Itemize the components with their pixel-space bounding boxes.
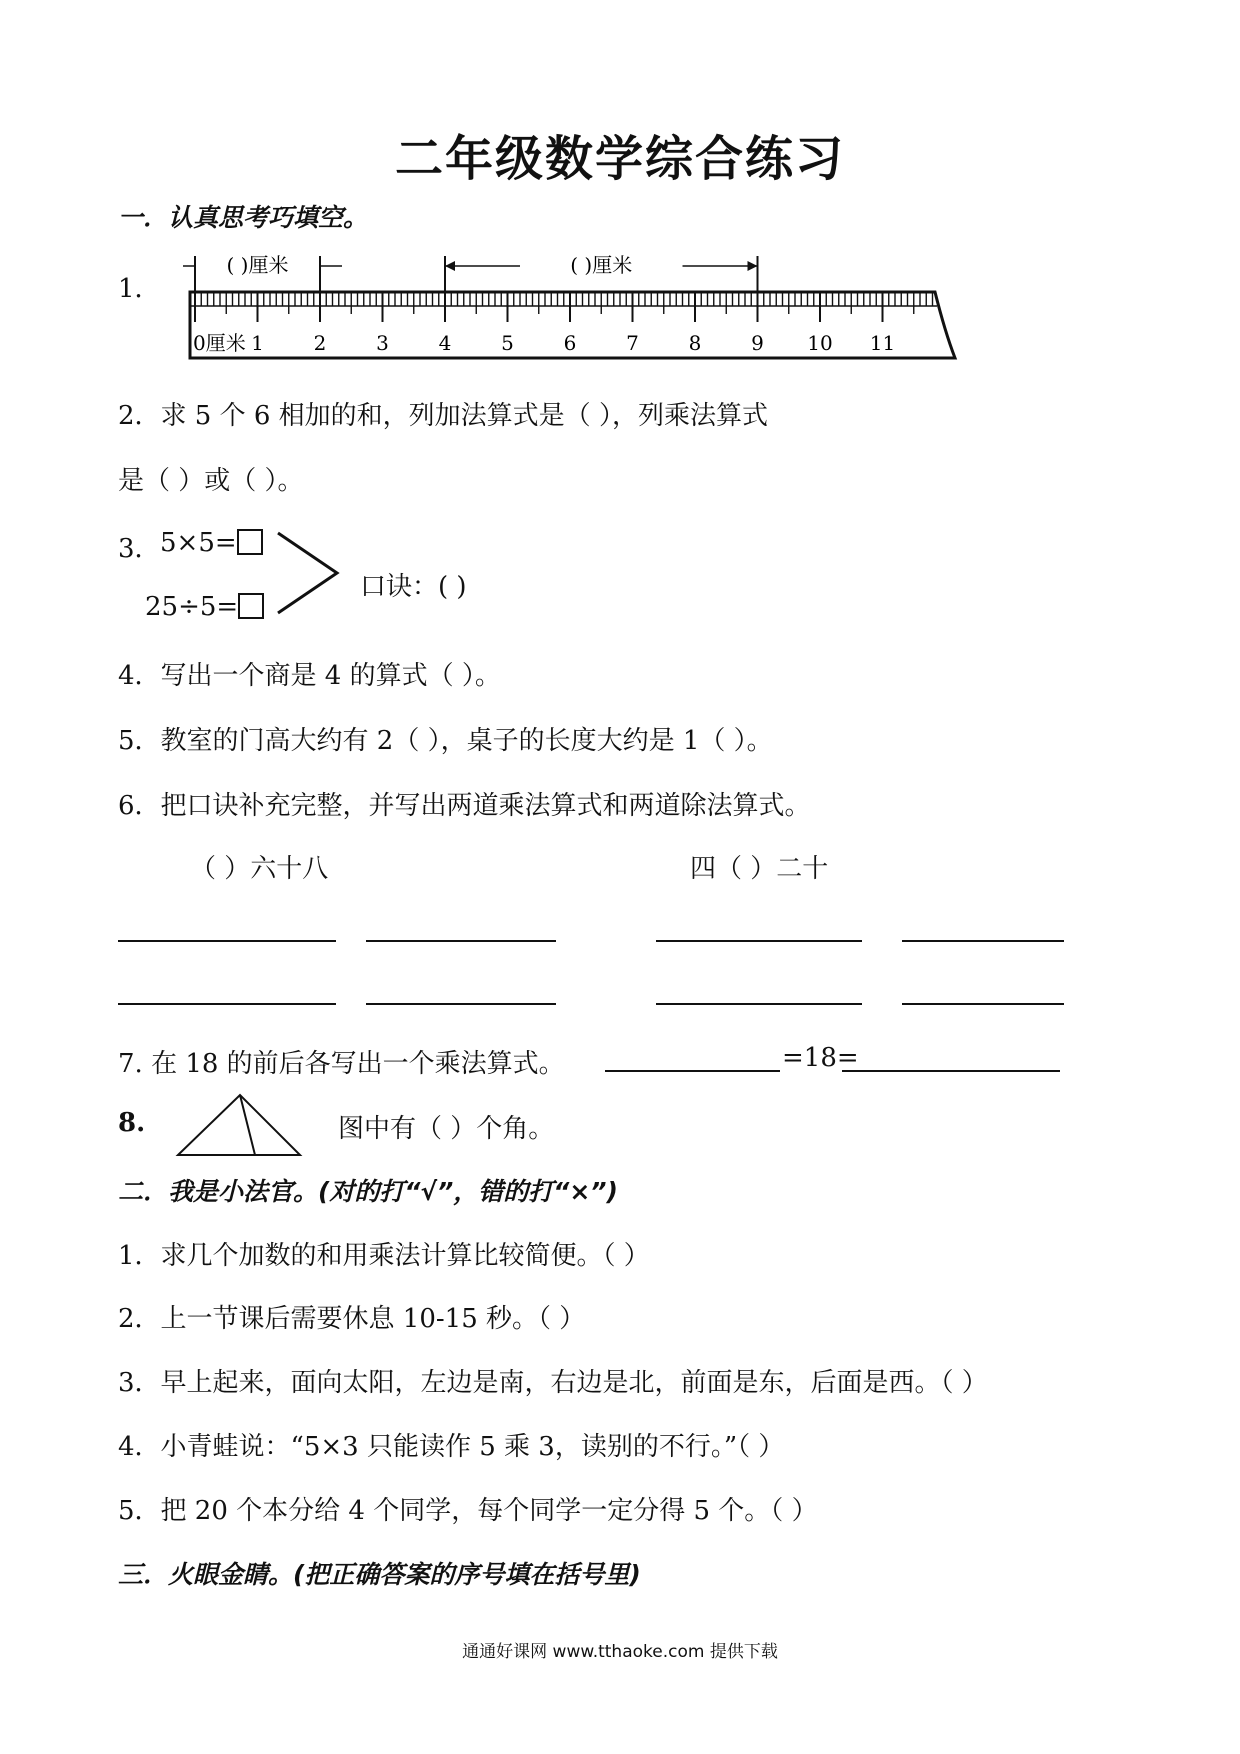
ruler-tick-label: 5 — [501, 331, 514, 355]
q3-mnemonic: 口诀：( ) — [360, 572, 467, 602]
ruler-zero-label: 0厘米 — [193, 331, 246, 355]
answer-line[interactable] — [366, 1003, 556, 1005]
q2-line-1: 2．求 5 个 6 相加的和，列加法算式是（ ），列乘法算式 — [118, 401, 768, 431]
ruler-left-gap-label: ( )厘米 — [226, 253, 289, 277]
q2-line-2: 是（ ）或（ ）。 — [118, 466, 304, 496]
bracket-arrow-icon — [275, 528, 345, 618]
q7-middle: =18= — [782, 1043, 859, 1073]
ruler-right-gap-label: ( )厘米 — [570, 253, 633, 277]
footer-text: 通通好课网 www.tthaoke.com 提供下载 — [462, 1642, 778, 1662]
q4-text: 4．写出一个商是 4 的算式（ ）。 — [118, 661, 501, 691]
answer-box[interactable] — [238, 593, 264, 619]
answer-line[interactable] — [118, 1003, 336, 1005]
page-title: 二年级数学综合练习 — [394, 131, 845, 187]
ruler-tick-label: 7 — [626, 331, 639, 355]
section-2-heading: 二．我是小法官。(对的打“√”，错的打“×”) — [118, 1177, 618, 1206]
judge-item: 5．把 20 个本分给 4 个同学，每个同学一定分得 5 个。（ ） — [118, 1496, 818, 1526]
q3-bottom-expression — [145, 592, 264, 622]
q8-number: 8. — [118, 1108, 146, 1138]
q6-text: 6．把口诀补充完整，并写出两道乘法算式和两道除法算式。 — [118, 791, 811, 821]
q3-top-text: 5×5= — [160, 528, 237, 558]
judge-item: 4．小青蛙说：“5×3 只能读作 5 乘 3，读别的不行。”（ ） — [118, 1432, 785, 1462]
ruler-tick-label: 1 — [251, 331, 264, 355]
answer-line[interactable] — [656, 1003, 862, 1005]
answer-box[interactable] — [237, 529, 263, 555]
answer-line[interactable] — [656, 940, 862, 942]
q6-left-mnemonic: （ ）六十八 — [190, 854, 329, 884]
q3-top-expression — [160, 528, 263, 558]
ruler-tick-label: 10 — [807, 331, 833, 355]
q5-text: 5．教室的门高大约有 2（ ），桌子的长度大约是 1（ ）。 — [118, 726, 773, 756]
q7-text: 7. 在 18 的前后各写出一个乘法算式。 — [118, 1049, 565, 1079]
q3-bottom-text: 25÷5= — [145, 592, 239, 622]
ruler-figure — [170, 250, 970, 380]
section-3-heading: 三．火眼金睛。(把正确答案的序号填在括号里) — [118, 1560, 641, 1589]
answer-line[interactable] — [366, 940, 556, 942]
judge-item: 1．求几个加数的和用乘法计算比较简便。（ ） — [118, 1241, 650, 1271]
ruler-tick-label: 4 — [438, 331, 452, 355]
section-1-heading: 一．认真思考巧填空。 — [118, 203, 369, 232]
answer-line[interactable] — [902, 940, 1064, 942]
ruler-tick-label: 3 — [376, 331, 389, 355]
answer-line[interactable] — [902, 1003, 1064, 1005]
ruler-tick-label: 11 — [869, 331, 896, 355]
arrowhead-icon — [445, 261, 455, 271]
ruler-tick-label: 8 — [688, 331, 702, 355]
q8-text: 图中有（ ）个角。 — [338, 1114, 555, 1144]
q6-right-mnemonic: 四（ ）二十 — [690, 854, 829, 884]
q1-number: 1． — [118, 274, 161, 304]
judge-item: 3．早上起来，面向太阳，左边是南，右边是北，前面是东，后面是西。（ ） — [118, 1368, 988, 1398]
ruler-tick-label: 6 — [563, 331, 577, 355]
answer-line[interactable] — [118, 940, 336, 942]
judge-item: 2．上一节课后需要休息 10-15 秒。（ ） — [118, 1304, 586, 1334]
q3-number: 3． — [118, 534, 161, 564]
ruler-tick-label: 2 — [313, 331, 327, 355]
ruler-tick-label: 9 — [751, 331, 764, 355]
answer-line[interactable] — [605, 1070, 780, 1072]
triangle-figure — [175, 1090, 305, 1160]
arrowhead-icon — [748, 261, 758, 271]
answer-line[interactable] — [842, 1070, 1060, 1072]
